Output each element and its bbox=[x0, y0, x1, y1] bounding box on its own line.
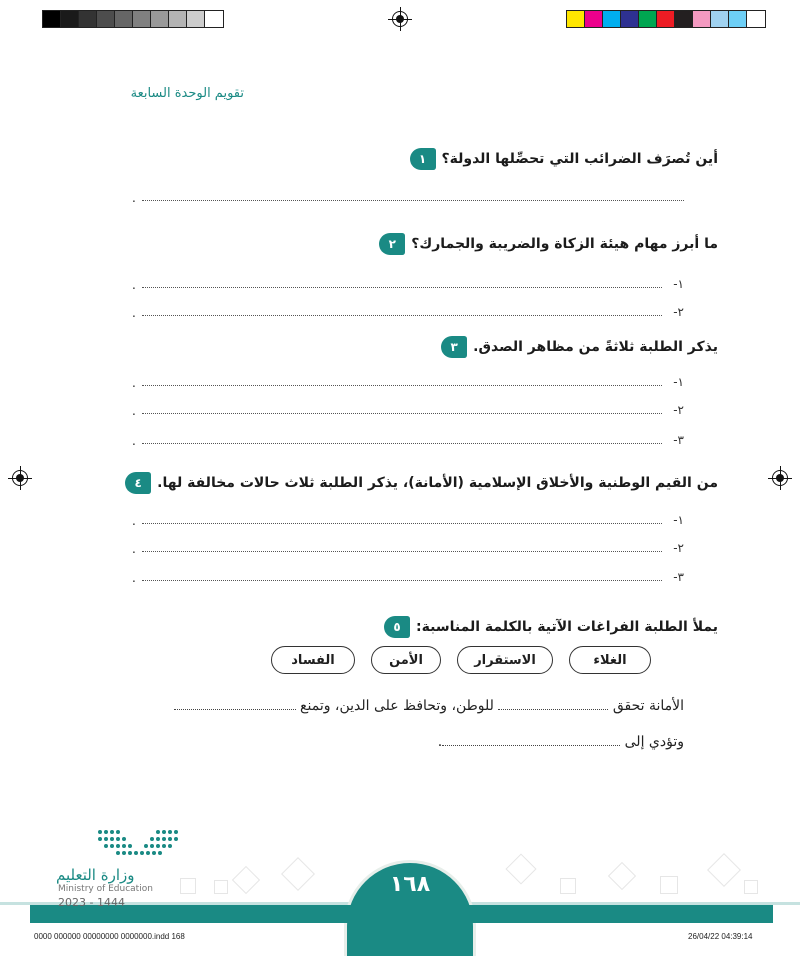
answer-line[interactable]: ١- . bbox=[132, 375, 684, 390]
question-text: من القيم الوطنية والأخلاق الإسلامية (الأمانة)، يذكر الطلبة ثلاث حالات مخالفة لها. bbox=[157, 475, 718, 491]
question-3 bbox=[441, 336, 718, 358]
word-option[interactable]: الفساد bbox=[271, 646, 355, 674]
sentence-part: الأمانة تحقق bbox=[612, 698, 684, 714]
color-swatch bbox=[97, 11, 115, 27]
color-swatch bbox=[675, 11, 693, 27]
decorative-square bbox=[180, 878, 196, 894]
decorative-diamond bbox=[505, 853, 536, 884]
answer-line[interactable]: ٣- . bbox=[132, 433, 684, 448]
registration-mark-right bbox=[772, 470, 788, 486]
answer-line[interactable]: ١- . bbox=[132, 513, 684, 528]
answer-line[interactable]: . bbox=[132, 192, 684, 206]
color-swatch bbox=[585, 11, 603, 27]
color-swatch bbox=[133, 11, 151, 27]
answer-line[interactable]: ٢- . bbox=[132, 541, 684, 556]
question-4 bbox=[125, 472, 718, 494]
color-swatch bbox=[187, 11, 205, 27]
question-number-badge: ١ bbox=[410, 148, 436, 170]
gray-color-bar bbox=[42, 10, 224, 28]
print-slug-date: 26/04/22 04:39:14 bbox=[688, 932, 753, 941]
word-option[interactable]: الاستقرار bbox=[457, 646, 553, 674]
color-swatch bbox=[693, 11, 711, 27]
blank-3[interactable] bbox=[442, 736, 620, 746]
decorative-diamond bbox=[281, 857, 315, 891]
color-swatch bbox=[205, 11, 223, 27]
color-swatch bbox=[711, 11, 729, 27]
color-swatch bbox=[747, 11, 765, 27]
decorative-square bbox=[214, 880, 228, 894]
fill-sentence-line-2: وتؤدي إلى . bbox=[437, 734, 684, 750]
footer-band bbox=[30, 905, 773, 923]
color-swatch bbox=[61, 11, 79, 27]
registration-mark-top bbox=[392, 11, 408, 27]
question-text: ما أبرز مهام هيئة الزكاة والضريبة والجمارك؟ bbox=[411, 236, 718, 252]
color-swatch bbox=[729, 11, 747, 27]
decorative-diamond bbox=[608, 862, 636, 890]
question-1 bbox=[410, 148, 719, 170]
sentence-part: للوطن، وتحافظ على الدين، وتمنع bbox=[300, 698, 494, 714]
color-swatch bbox=[639, 11, 657, 27]
sentence-part: وتؤدي إلى bbox=[624, 734, 684, 750]
ministry-name-arabic: وزارة التعليم bbox=[56, 866, 135, 884]
unit-title: تقويم الوحدة السابعة bbox=[130, 86, 244, 101]
fill-sentence-line-1 bbox=[174, 698, 684, 714]
edition-year: 2023 - 1444 bbox=[58, 896, 125, 909]
blank-1[interactable] bbox=[498, 700, 608, 710]
color-swatch bbox=[603, 11, 621, 27]
question-number-badge: ٢ bbox=[379, 233, 405, 255]
color-swatch bbox=[169, 11, 187, 27]
answer-line[interactable]: ٢- . bbox=[132, 403, 684, 418]
word-bank bbox=[271, 646, 651, 674]
answer-line[interactable]: ٢- . bbox=[132, 305, 684, 320]
word-option[interactable]: الغلاء bbox=[569, 646, 651, 674]
word-option[interactable]: الأمن bbox=[371, 646, 441, 674]
question-2 bbox=[379, 233, 718, 255]
question-number-badge: ٤ bbox=[125, 472, 151, 494]
answer-line[interactable]: ١- . bbox=[132, 277, 684, 292]
blank-2[interactable] bbox=[174, 700, 296, 710]
ministry-name-english: Ministry of Education bbox=[58, 884, 153, 894]
decorative-square bbox=[660, 876, 678, 894]
registration-mark-left bbox=[12, 470, 28, 486]
decorative-square bbox=[744, 880, 758, 894]
answer-line[interactable]: ٣- . bbox=[132, 570, 684, 585]
question-5 bbox=[384, 616, 718, 638]
question-number-badge: ٥ bbox=[384, 616, 410, 638]
color-swatch bbox=[43, 11, 61, 27]
question-number-badge: ٣ bbox=[441, 336, 467, 358]
color-swatch bbox=[657, 11, 675, 27]
process-color-bar bbox=[566, 10, 766, 28]
decorative-diamond bbox=[707, 853, 741, 887]
question-text: أين تُصرَف الضرائب التي تحصِّلها الدولة؟ bbox=[441, 151, 718, 167]
color-swatch bbox=[151, 11, 169, 27]
decorative-diamond bbox=[232, 866, 260, 894]
decorative-square bbox=[560, 878, 576, 894]
page-number: ١٦٨ bbox=[389, 872, 431, 897]
question-text: يذكر الطلبة ثلاثةً من مظاهر الصدق. bbox=[473, 339, 718, 355]
question-text: يملأ الطلبة الفراغات الآتية بالكلمة المناسبة: bbox=[416, 619, 718, 635]
color-swatch bbox=[115, 11, 133, 27]
color-swatch bbox=[621, 11, 639, 27]
color-swatch bbox=[79, 11, 97, 27]
color-swatch bbox=[567, 11, 585, 27]
print-slug-file: 0000 000000 00000000 0000000.indd 168 bbox=[34, 932, 185, 941]
ministry-dots-emblem-icon bbox=[56, 826, 196, 862]
